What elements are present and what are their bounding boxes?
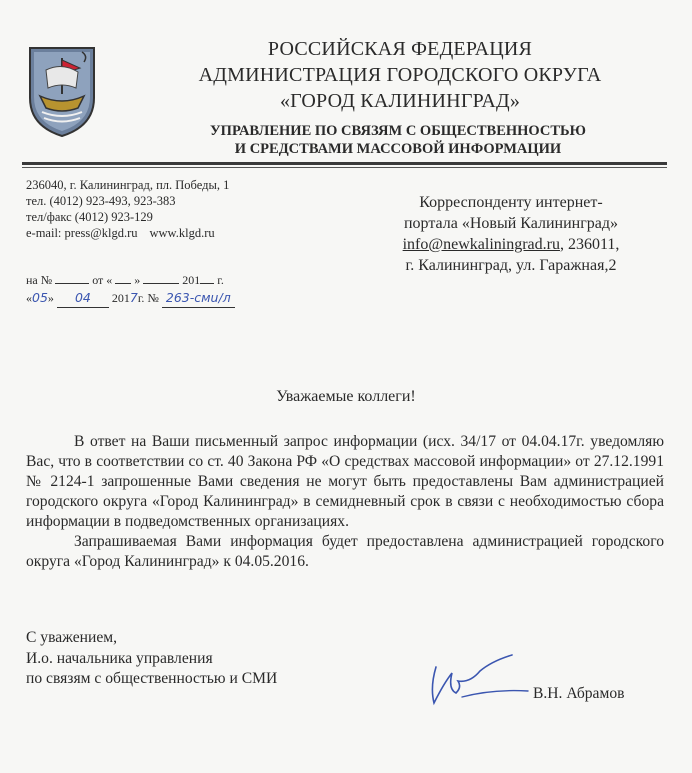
recipient-postcode: , 236011, bbox=[559, 236, 620, 253]
out-quote-open: « bbox=[26, 291, 32, 305]
reference-row-outgoing bbox=[26, 289, 235, 308]
recipient-block bbox=[366, 192, 656, 276]
ref-month-blank bbox=[143, 271, 179, 284]
sender-contacts bbox=[26, 177, 229, 241]
ref-year-suffix: г. bbox=[217, 273, 224, 287]
recipient-line-3 bbox=[366, 234, 656, 255]
signer-name: В.Н. Абрамов bbox=[533, 685, 625, 702]
closing-block bbox=[26, 628, 277, 690]
out-number-handwritten: 263-смu/л bbox=[162, 289, 235, 308]
body-paragraph-2: Запрашиваемая Вами информация будет предоставлена администрацией городского округа «Город Калининград» к 04.05.2016. bbox=[26, 533, 664, 570]
country-title: РОССИЙСКАЯ ФЕДЕРАЦИЯ bbox=[267, 38, 533, 60]
out-month-handwritten: 04 bbox=[57, 289, 109, 308]
handwritten-signature-icon bbox=[422, 653, 532, 709]
out-num-label: № bbox=[147, 291, 159, 305]
salutation: Уважаемые коллеги! bbox=[276, 388, 416, 405]
ref-day-blank bbox=[115, 271, 131, 284]
sender-email: e-mail: press@klgd.ru bbox=[26, 226, 138, 240]
sender-fax: тел/факс (4012) 923-129 bbox=[26, 210, 153, 224]
ref-quote-close: » bbox=[134, 273, 141, 287]
reference-row-incoming bbox=[26, 271, 235, 289]
out-day-handwritten: 05 bbox=[32, 290, 48, 305]
closing-position-1: И.о. начальника управления bbox=[26, 649, 213, 667]
department-line-1: УПРАВЛЕНИЕ ПО СВЯЗЯМ С ОБЩЕСТВЕННОСТЬЮ bbox=[210, 123, 586, 139]
out-year-prefix: 201 bbox=[111, 291, 130, 305]
letterhead-divider-thick bbox=[22, 162, 667, 165]
sender-email-row bbox=[26, 225, 229, 241]
ref-year-blank bbox=[200, 271, 214, 284]
ref-year-prefix: 201 bbox=[182, 273, 201, 287]
out-quote-close: » bbox=[47, 291, 54, 305]
recipient-line-2: портала «Новый Калининград» bbox=[403, 215, 619, 232]
recipient-line-4: г. Калининград, ул. Гаражная,2 bbox=[405, 257, 617, 274]
ref-number-blank bbox=[55, 271, 89, 284]
ref-na-label: на № bbox=[26, 273, 53, 287]
reference-block bbox=[26, 271, 235, 308]
letter-body bbox=[26, 432, 664, 572]
out-year-handwritten: 7 bbox=[129, 290, 138, 305]
department-name bbox=[178, 122, 618, 158]
out-year-suffix: г. bbox=[137, 291, 145, 305]
sender-address: 236040, г. Калининград, пл. Победы, 1 bbox=[26, 178, 230, 192]
sender-phone: тел. (4012) 923-493, 923-383 bbox=[26, 194, 176, 208]
body-paragraph-1: В ответ на Ваши письменный запрос информации (исх. 34/17 от 04.04.17г. уведомляю Вас, что в соответствии со ст. 40 Закона РФ «О средствах массовой информации» от 27.12.1991 № 2124-1 запрошенные Вами сведения не могут быть предоставлены Вам администрацией городского округа «Город Калининград» в семидневный срок в связи с необходимостью сбора информации в подведомственных организациях. bbox=[26, 433, 664, 530]
letterhead bbox=[150, 36, 650, 114]
closing-regards: С уважением, bbox=[26, 629, 118, 646]
closing-position-2: по связям с общественностью и СМИ bbox=[26, 670, 278, 687]
ref-ot-label: от « bbox=[92, 273, 113, 287]
letterhead-divider-thin bbox=[22, 167, 667, 168]
recipient-email-link[interactable]: info@newkaliningrad.ru bbox=[402, 236, 560, 253]
sender-website: www.klgd.ru bbox=[149, 226, 215, 240]
recipient-line-1: Корреспонденту интернет- bbox=[419, 194, 603, 211]
administration-title: АДМИНИСТРАЦИЯ ГОРОДСКОГО ОКРУГА bbox=[198, 64, 602, 86]
city-title: «ГОРОД КАЛИНИНГРАД» bbox=[279, 90, 521, 112]
kaliningrad-coat-of-arms-icon bbox=[22, 42, 102, 140]
department-line-2: И СРЕДСТВАМИ МАССОВОЙ ИНФОРМАЦИИ bbox=[234, 141, 562, 157]
